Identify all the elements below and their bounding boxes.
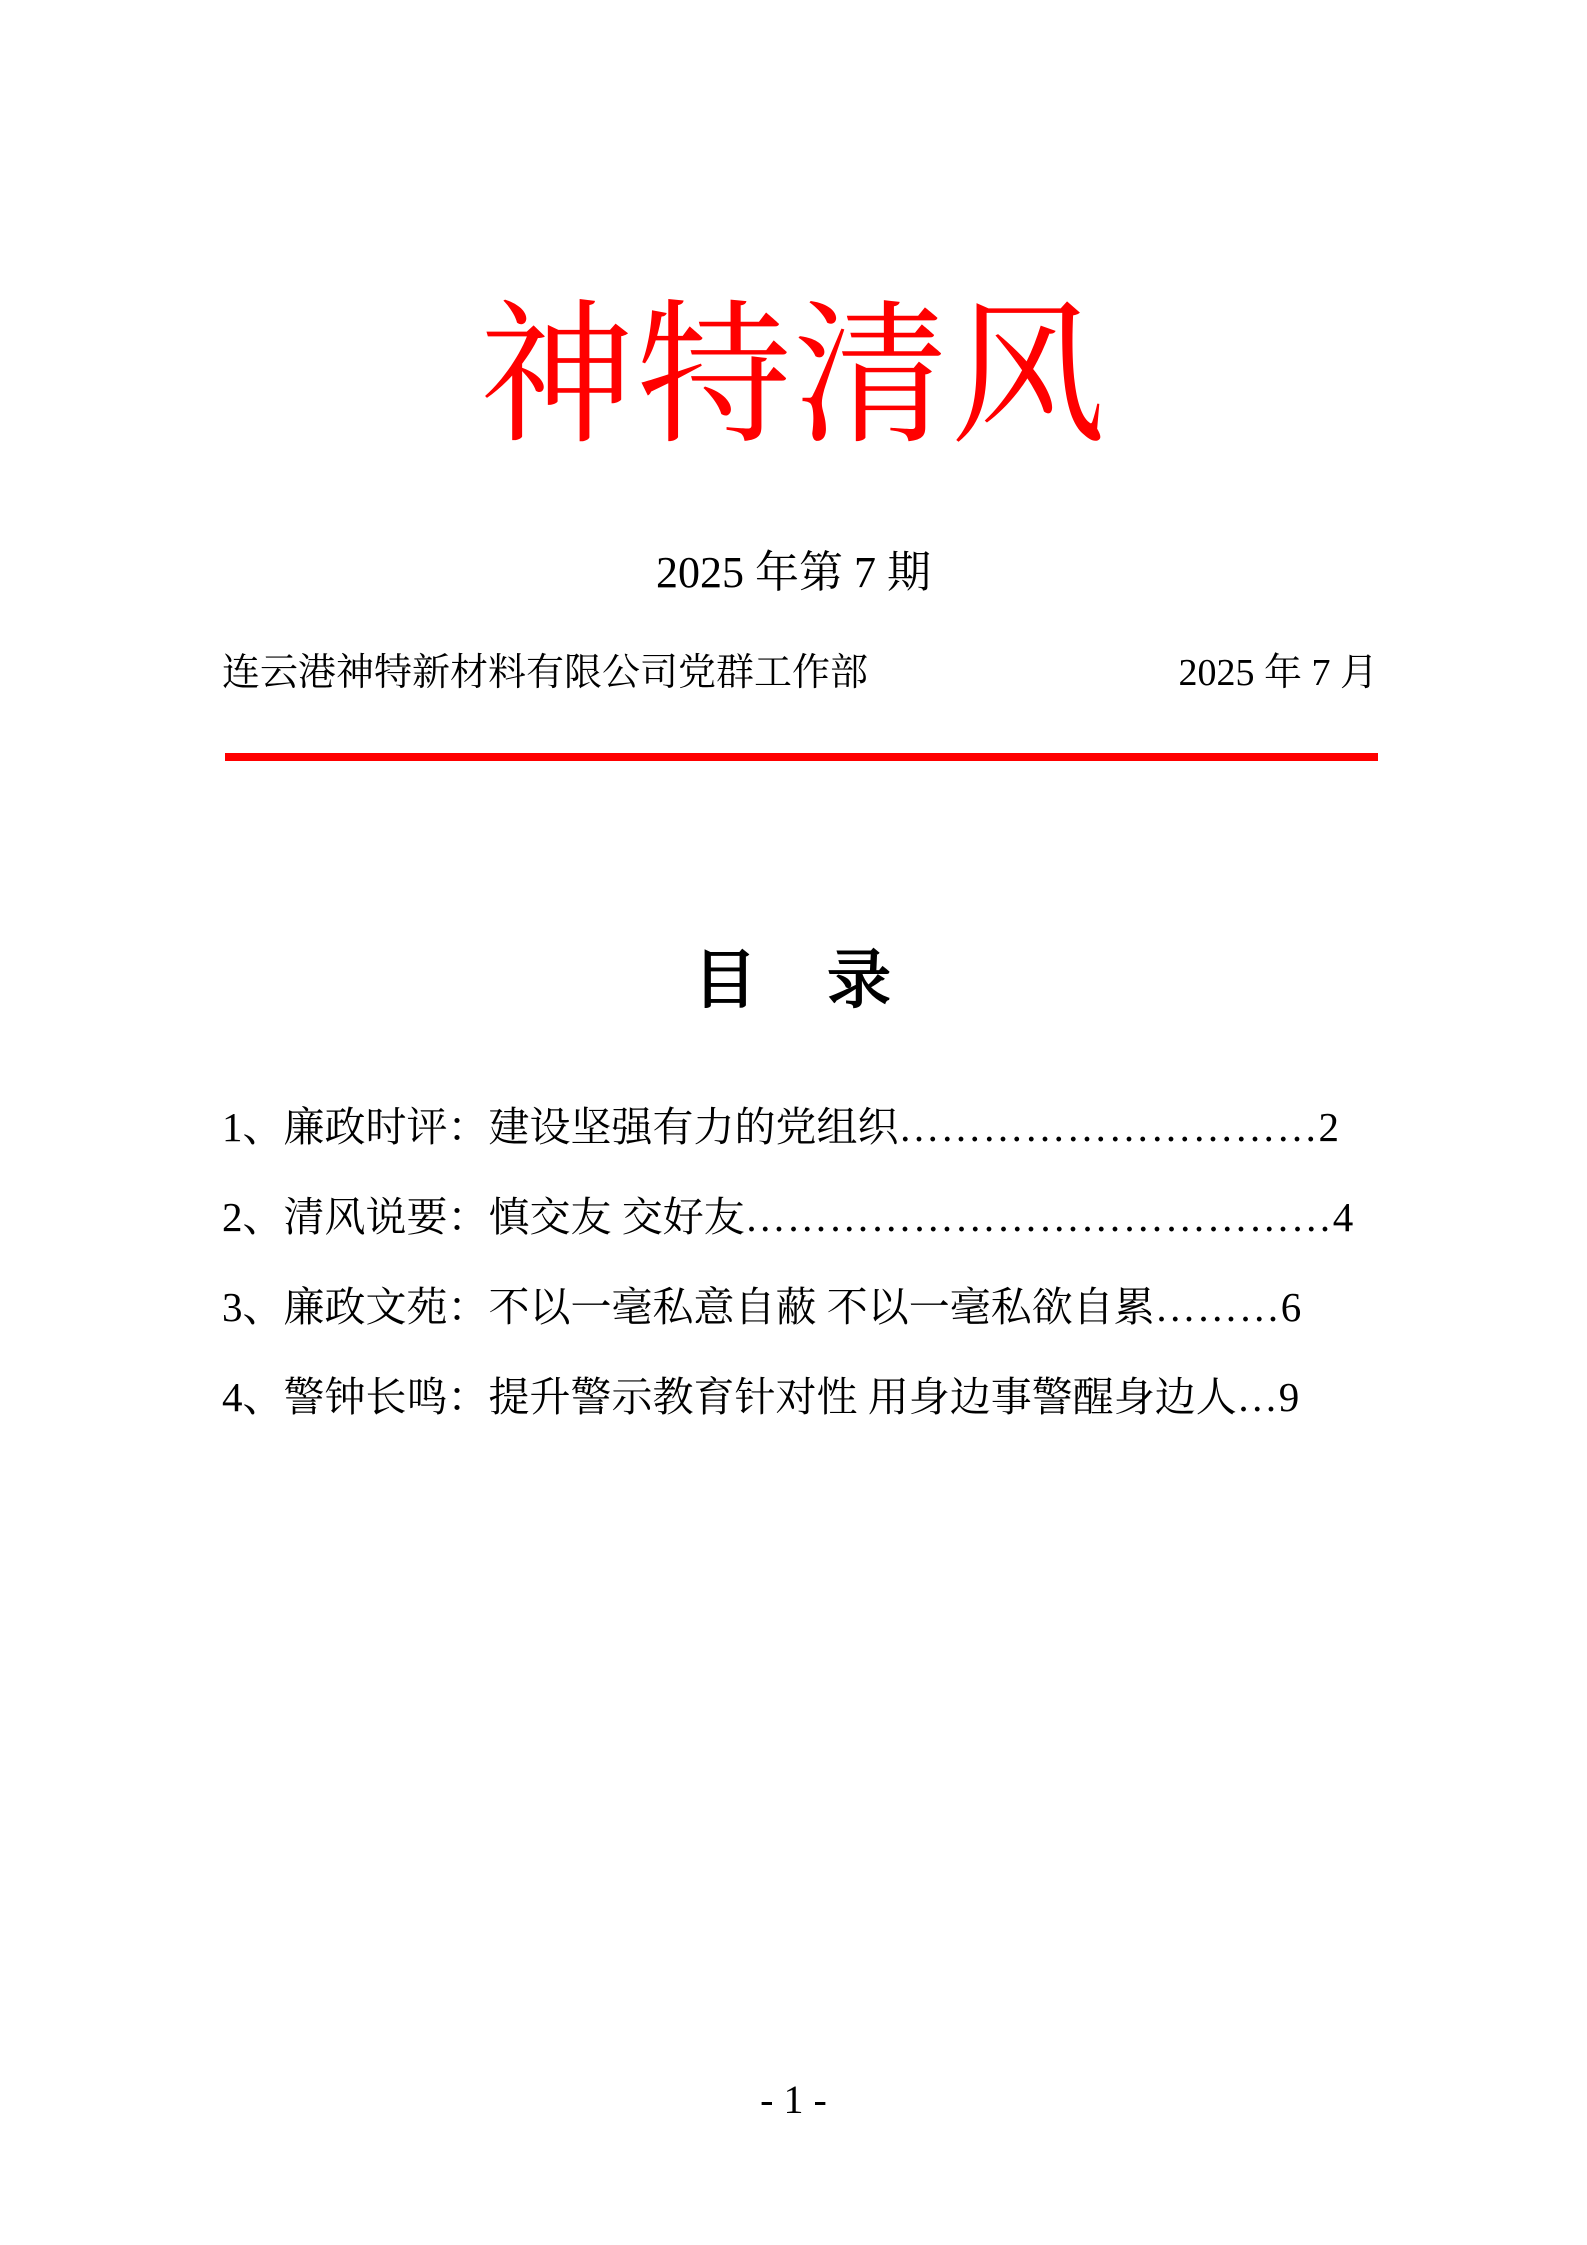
red-divider-rule [225,753,1378,761]
toc-item-text: 2、清风说要：慎交友 交好友 [222,1194,745,1241]
toc-item-leader: ………………………… [898,1104,1319,1151]
publication-date: 2025 年 7 月 [1178,652,1378,694]
toc-item-page-number: 9 [1278,1374,1300,1421]
toc-item-text: 4、警钟长鸣：提升警示教育针对性 用身边事警醒身边人 [222,1374,1237,1421]
toc-item-text: 3、廉政文苑：不以一毫私意自蔽 不以一毫私欲自累 [222,1284,1155,1331]
page-number-footer: - 1 - [760,2077,827,2122]
publisher-row [222,651,1378,697]
toc-item [222,1263,1392,1353]
toc-item-leader: … [1236,1374,1279,1421]
toc-heading: 目 录 [693,945,894,1016]
toc-list [222,1083,1392,1443]
toc-item [222,1083,1392,1173]
newsletter-title: 神特清风 [479,291,1108,463]
toc-item-leader: ……… [1154,1284,1281,1331]
toc-item-page-number: 2 [1318,1104,1339,1151]
toc-item [222,1353,1392,1443]
toc-item-page-number: 6 [1280,1284,1302,1331]
toc-item-leader: …………………………………… [744,1194,1333,1241]
toc-item-page-number: 4 [1332,1194,1354,1241]
toc-item [222,1173,1392,1263]
publisher-name: 连云港神特新材料有限公司党群工作部 [222,652,869,694]
toc-item-text: 1、廉政时评：建设坚强有力的党组织 [222,1104,899,1151]
issue-number: 2025 年第 7 期 [656,548,931,597]
